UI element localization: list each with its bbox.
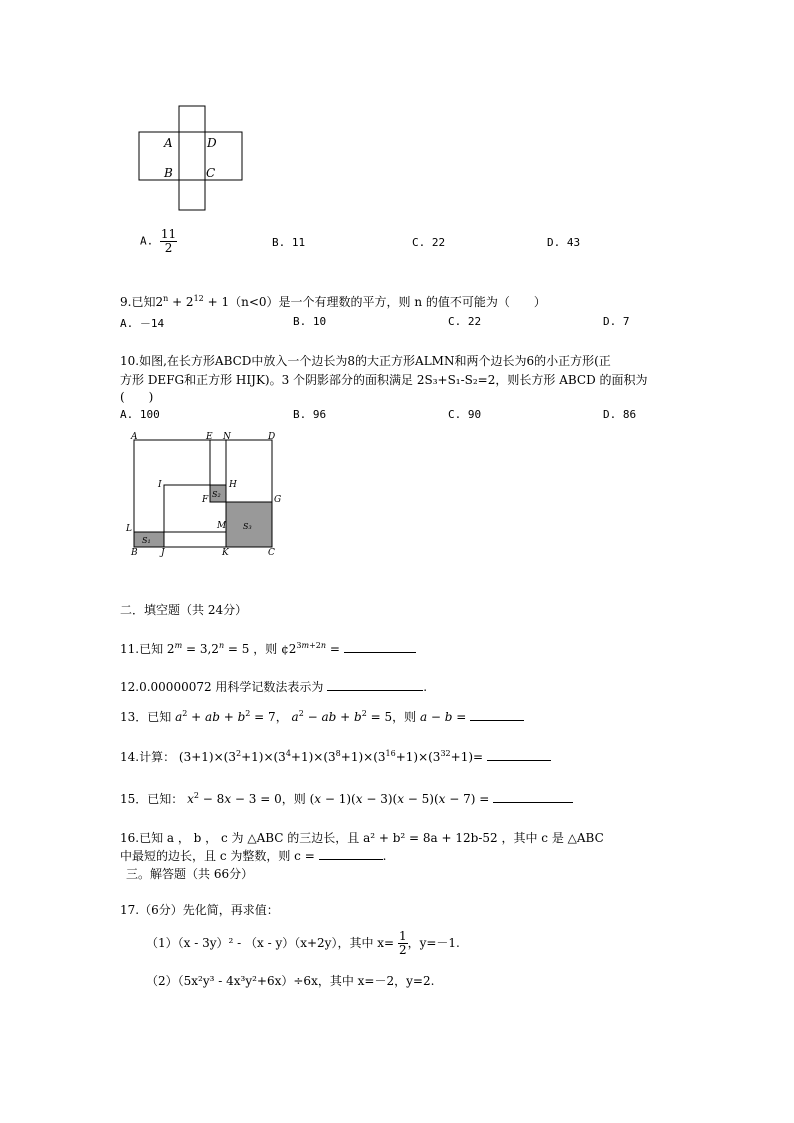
svg-text:L: L (126, 524, 132, 534)
q13-answer-blank[interactable] (470, 710, 524, 721)
q9-option-b: B. 10 (293, 315, 327, 328)
svg-text:H: H (229, 480, 237, 490)
label-D: D (207, 136, 217, 150)
q10-line3: ( ) (120, 390, 154, 404)
q15: 15．已知： $x^2 - 8x - 3 = 0$，则 (x − 1)(x − 3)(x − 5)(x − 7) = (120, 790, 573, 807)
q9-stem: 9.已知$2^n + 2^{12} + 1(n<0)$是一个有理数的平方，则 n 的值不可能为（ ） (120, 294, 546, 309)
rectangle-squares-figure (122, 428, 287, 558)
q8-option-d: D. 43 (547, 236, 581, 249)
svg-text:B: B (131, 548, 138, 558)
svg-text:N: N (223, 432, 231, 442)
q8-option-b: B. 11 (272, 236, 306, 249)
q10-line1: 10.如图,在长方形ABCD中放入一个边长为8的大正方形ALMN和两个边长为6的小正方形(正 (120, 354, 611, 368)
q10-option-c: C. 90 (448, 408, 482, 421)
svg-text:M: M (217, 521, 227, 531)
svg-text:F: F (202, 495, 209, 505)
q10-option-a: A. 100 (120, 408, 160, 421)
q17-title: 17.（6分）先化简，再求值： (120, 903, 279, 917)
q16-line1: 16.已知 a ， b ， c 为 △ABC 的三边长，且 a² + b² = 8a + 12b-52 ，其中 c 是 △ABC (120, 831, 604, 845)
svg-text:E: E (206, 432, 213, 442)
svg-text:S₃: S₃ (243, 522, 252, 531)
q9-option-d: D. 7 (603, 315, 630, 328)
q12-answer-blank[interactable] (327, 680, 423, 691)
svg-text:G: G (274, 495, 282, 505)
section-2-heading: 二．填空题（共 24分） (120, 603, 248, 617)
q8-option-c: C. 22 (412, 236, 446, 249)
svg-text:D: D (268, 432, 276, 442)
label-C: C (206, 166, 216, 180)
q17-part2: （2）（5x²y³ - 4x³y²+6x）÷6x，其中 x=－2，y=2. (146, 974, 435, 988)
q12: 12.0.00000072 用科学记数法表示为 . (120, 680, 428, 694)
q13: 13．已知 $a^2$ + ab + $b^2 = 7$， $a^2$ − ab + $b^2 = 5$，则 a − b = (120, 708, 524, 725)
q16-line2: 中最短的边长，且 c 为整数，则 c = . (120, 849, 387, 863)
q9-option-a: A. －14 (120, 317, 165, 330)
svg-text:S₁: S₁ (142, 536, 151, 545)
svg-text:C: C (268, 548, 275, 558)
q15-answer-blank[interactable] (493, 792, 573, 803)
svg-text:S₂: S₂ (212, 490, 221, 499)
cube-net-figure (135, 102, 250, 214)
label-B: B (164, 166, 173, 180)
q10-option-d: D. 86 (603, 408, 637, 421)
q10-line2: 方形 DEFG和正方形 HIJK)。3 个阴影部分的面积满足 2S₃+S₁-S₂=2，则长方形 ABCD 的面积为 (120, 373, 648, 387)
q14: 14.计算： $(3+1)\times(3^2+1)\times(3^4+1)\times(3^8+1)\times(3^{16}+1)\times(3^{32}+1)=$ (120, 748, 551, 765)
q8-option-a: A. $\frac{11}{2}$ (140, 227, 177, 256)
section-3-heading: 三。解答题（共 66分） (126, 867, 254, 881)
q11-answer-blank[interactable] (344, 642, 416, 653)
svg-text:J: J (161, 548, 165, 558)
q11: 11.已知 $2^m = 3,2^n = 5$ ，则 $¢2^{3m+2n}$ = (120, 640, 416, 657)
q16-answer-blank[interactable] (319, 849, 383, 860)
svg-text:K: K (222, 548, 229, 558)
q17-part1: （1）（x - 3y）² - （x - y）（x+2y），其中 x= $\frac{1}{2}$ ，y=－1. (146, 929, 460, 958)
svg-text:I: I (158, 480, 162, 490)
q14-answer-blank[interactable] (487, 750, 551, 761)
label-A: A (164, 136, 173, 150)
q10-option-b: B. 96 (293, 408, 327, 421)
q9-option-c: C. 22 (448, 315, 482, 328)
svg-text:A: A (131, 432, 138, 442)
